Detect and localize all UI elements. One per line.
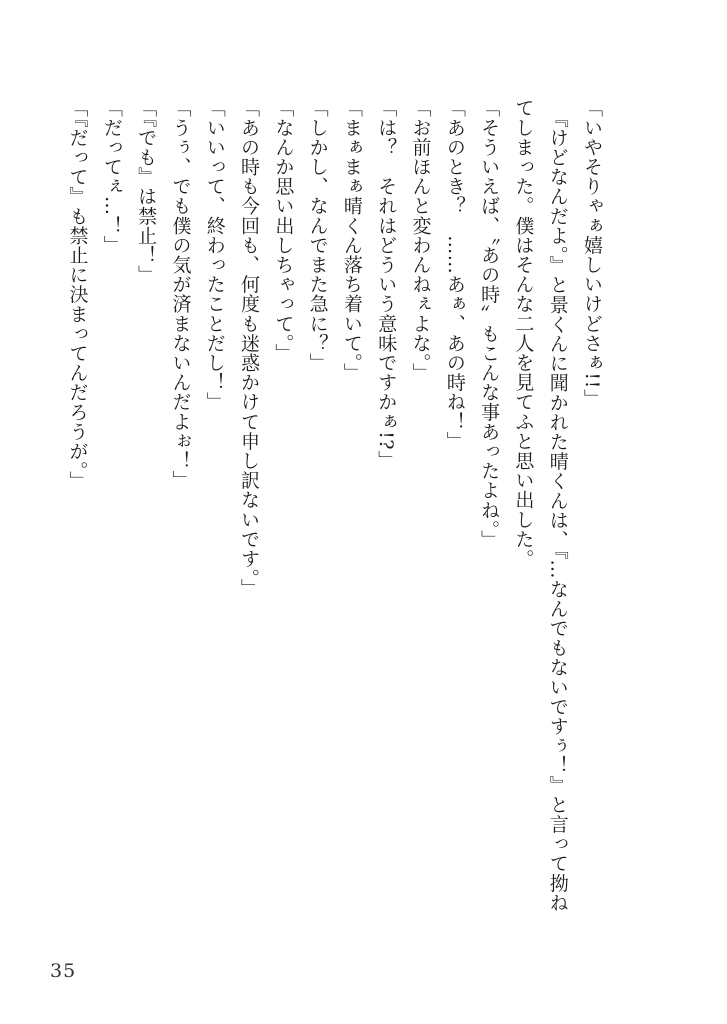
text-line-6: 「お前ほんと変わんねぇよな。」 bbox=[409, 98, 432, 383]
text-line-8: 「まぁまぁ晴くん落ち着いて。」 bbox=[340, 98, 363, 383]
text-line-5: 「あのとき？ ……あぁ、あの時ね！」 bbox=[443, 98, 466, 451]
vertical-body-text bbox=[60, 98, 609, 938]
text-line-1: 「いやそりゃぁ嬉しいけどさぁ!!」 bbox=[581, 98, 603, 409]
text-line-11: 「あの時も今回も、何度も迷惑かけて申し訳ないです。」 bbox=[238, 98, 261, 599]
text-line-10: 「なんか思い出しちゃって。」 bbox=[272, 98, 295, 363]
text-line-9: 「しかし、なんでまた急に？」 bbox=[306, 98, 329, 373]
page-number: 35 bbox=[50, 960, 77, 982]
text-line-14: 「『でも』は禁止！」 bbox=[135, 98, 158, 285]
text-line-3: てしまった。僕はそんな二人を見てふと思い出した。 bbox=[512, 98, 535, 569]
text-line-4: 「そういえば、〝あの時〟もこんな事あったよね。」 bbox=[478, 98, 501, 550]
text-line-15: 「だってぇ…！」 bbox=[100, 98, 123, 255]
text-line-16: 「『だって』も禁止に決まってんだろうが。」 bbox=[66, 98, 89, 491]
text-line-12: 「いいって、終わったことだし！」 bbox=[203, 98, 226, 412]
text-line-7: 「は？ それはどういう意味ですかぁ!?」 bbox=[375, 98, 398, 470]
text-line-13: 「うぅ、でも僕の気が済まないんだよぉ！」 bbox=[169, 98, 192, 490]
text-line-2: 『けどなんだよ。』と景くんに聞かれた晴くんは、『…なんでもないですぅ！』と言って拗ね bbox=[546, 98, 569, 913]
